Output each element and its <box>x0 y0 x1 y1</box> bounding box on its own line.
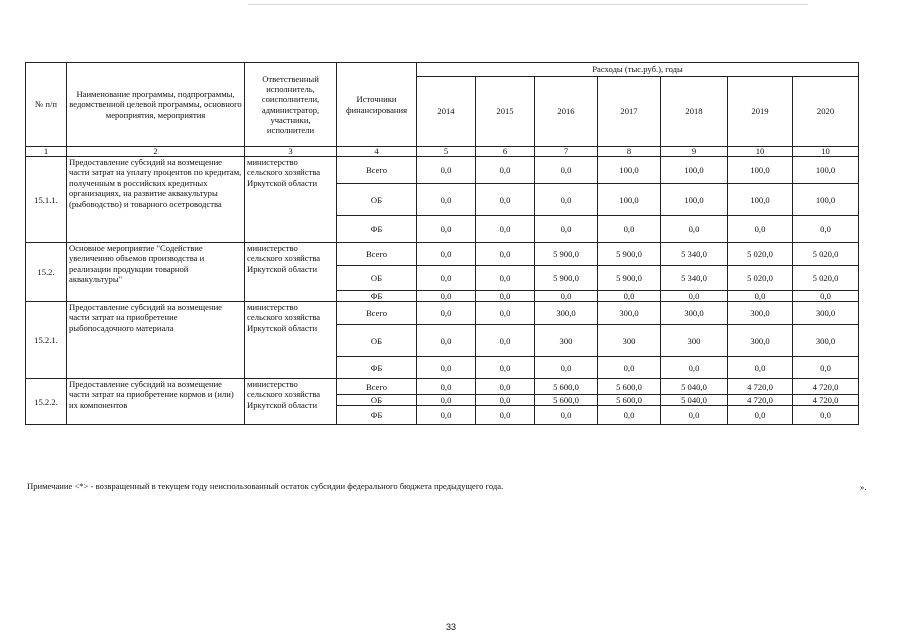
row-number: 15.2.1. <box>26 302 67 379</box>
amount-cell: 0,0 <box>728 406 793 425</box>
amount-cell: 100,0 <box>661 184 728 216</box>
funding-source: Всего <box>337 379 417 395</box>
amount-cell: 0,0 <box>417 406 476 425</box>
amount-cell: 0,0 <box>476 406 535 425</box>
funding-source: ОБ <box>337 184 417 216</box>
amount-cell: 300,0 <box>793 302 859 325</box>
responsible-executor: министерство сельского хозяйства Иркутской области <box>245 157 337 243</box>
responsible-executor: министерство сельского хозяйства Иркутской области <box>245 302 337 379</box>
amount-cell: 0,0 <box>476 216 535 243</box>
header-year: 2020 <box>793 77 859 147</box>
column-number: 9 <box>661 147 728 157</box>
amount-cell: 0,0 <box>661 406 728 425</box>
amount-cell: 5 600,0 <box>535 379 598 395</box>
header-responsible: Ответственный исполнитель, соисполнители, администратор, участники, исполнители <box>245 63 337 147</box>
amount-cell: 0,0 <box>728 291 793 302</box>
amount-cell: 0,0 <box>476 266 535 291</box>
funding-source: Всего <box>337 157 417 184</box>
amount-cell: 5 020,0 <box>793 266 859 291</box>
amount-cell: 300 <box>598 325 661 357</box>
column-number: 4 <box>337 147 417 157</box>
amount-cell: 4 720,0 <box>728 395 793 406</box>
amount-cell: 0,0 <box>598 357 661 379</box>
amount-cell: 0,0 <box>417 357 476 379</box>
amount-cell: 0,0 <box>476 302 535 325</box>
column-number: 10 <box>793 147 859 157</box>
amount-cell: 5 600,0 <box>598 395 661 406</box>
amount-cell: 5 040,0 <box>661 395 728 406</box>
closing-quote-mark: ». <box>860 482 867 492</box>
amount-cell: 0,0 <box>598 406 661 425</box>
amount-cell: 4 720,0 <box>728 379 793 395</box>
amount-cell: 0,0 <box>476 243 535 266</box>
row-number: 15.1.1. <box>26 157 67 243</box>
column-number: 6 <box>476 147 535 157</box>
program-name: Основное мероприятие "Содействие увеличению объемов производства и реализации продукции товарной аквакультуры" <box>67 243 245 302</box>
amount-cell: 0,0 <box>598 291 661 302</box>
amount-cell: 0,0 <box>476 357 535 379</box>
header-expenses-group: Расходы (тыс.руб.), годы <box>417 63 859 77</box>
amount-cell: 0,0 <box>476 157 535 184</box>
program-name: Предоставление субсидий на возмещение части затрат на приобретение рыбопосадочного материала <box>67 302 245 379</box>
amount-cell: 0,0 <box>417 325 476 357</box>
amount-cell: 0,0 <box>476 379 535 395</box>
amount-cell: 5 900,0 <box>535 266 598 291</box>
header-program-name: Наименование программы, подпрограммы, ведомственной целевой программы, основного мероприятия, мероприятия <box>67 63 245 147</box>
amount-cell: 0,0 <box>417 395 476 406</box>
amount-cell: 0,0 <box>793 357 859 379</box>
funding-source: ОБ <box>337 266 417 291</box>
table-row <box>26 157 859 184</box>
responsible-executor: министерство сельского хозяйства Иркутской области <box>245 379 337 425</box>
amount-cell: 4 720,0 <box>793 395 859 406</box>
amount-cell: 5 600,0 <box>535 395 598 406</box>
funding-source: Всего <box>337 302 417 325</box>
amount-cell: 0,0 <box>476 291 535 302</box>
amount-cell: 0,0 <box>793 406 859 425</box>
table-row <box>26 243 859 266</box>
amount-cell: 5 900,0 <box>598 243 661 266</box>
page-number: 33 <box>446 622 457 632</box>
header-year: 2015 <box>476 77 535 147</box>
column-number: 2 <box>67 147 245 157</box>
amount-cell: 0,0 <box>535 406 598 425</box>
amount-cell: 300,0 <box>793 325 859 357</box>
funding-source: ФБ <box>337 216 417 243</box>
amount-cell: 5 040,0 <box>661 379 728 395</box>
amount-cell: 5 020,0 <box>793 243 859 266</box>
amount-cell: 100,0 <box>598 184 661 216</box>
amount-cell: 0,0 <box>417 243 476 266</box>
funding-source: Всего <box>337 243 417 266</box>
amount-cell: 0,0 <box>476 325 535 357</box>
amount-cell: 300,0 <box>728 302 793 325</box>
amount-cell: 0,0 <box>417 302 476 325</box>
header-year: 2019 <box>728 77 793 147</box>
header-number: № п/п <box>26 63 67 147</box>
amount-cell: 0,0 <box>793 291 859 302</box>
funding-source: ФБ <box>337 291 417 302</box>
amount-cell: 0,0 <box>535 216 598 243</box>
scan-page-edge <box>248 4 808 5</box>
footnote: Примечание <*> - возвращенный в текущем году неиспользованный остаток субсидии федерального бюджета предыдущего года. <box>27 481 504 491</box>
amount-cell: 0,0 <box>535 184 598 216</box>
amount-cell: 100,0 <box>793 184 859 216</box>
table-header <box>26 63 859 147</box>
amount-cell: 300 <box>661 325 728 357</box>
amount-cell: 0,0 <box>661 357 728 379</box>
amount-cell: 0,0 <box>728 216 793 243</box>
funding-source: ОБ <box>337 395 417 406</box>
amount-cell: 5 340,0 <box>661 243 728 266</box>
amount-cell: 0,0 <box>417 266 476 291</box>
program-name: Предоставление субсидий на возмещение части затрат на уплату процентов по кредитам, полученным в российских кредитных организациях, на развитие аквакультуры (рыбоводство) и товарного осетроводства <box>67 157 245 243</box>
amount-cell: 0,0 <box>417 157 476 184</box>
funding-source: ФБ <box>337 406 417 425</box>
amount-cell: 5 020,0 <box>728 266 793 291</box>
amount-cell: 100,0 <box>661 157 728 184</box>
column-number: 5 <box>417 147 476 157</box>
amount-cell: 0,0 <box>417 379 476 395</box>
amount-cell: 5 340,0 <box>661 266 728 291</box>
amount-cell: 0,0 <box>476 184 535 216</box>
amount-cell: 100,0 <box>728 157 793 184</box>
column-number-row <box>26 147 859 157</box>
amount-cell: 5 900,0 <box>535 243 598 266</box>
amount-cell: 300,0 <box>598 302 661 325</box>
amount-cell: 0,0 <box>417 184 476 216</box>
column-number: 1 <box>26 147 67 157</box>
column-number: 3 <box>245 147 337 157</box>
row-number: 15.2.2. <box>26 379 67 425</box>
amount-cell: 0,0 <box>661 216 728 243</box>
header-funding-source: Источники финансирования <box>337 63 417 147</box>
budget-table <box>25 62 859 425</box>
amount-cell: 100,0 <box>793 157 859 184</box>
amount-cell: 0,0 <box>793 216 859 243</box>
responsible-executor: министерство сельского хозяйства Иркутской области <box>245 243 337 302</box>
amount-cell: 0,0 <box>535 291 598 302</box>
amount-cell: 100,0 <box>728 184 793 216</box>
amount-cell: 4 720,0 <box>793 379 859 395</box>
amount-cell: 5 900,0 <box>598 266 661 291</box>
amount-cell: 0,0 <box>535 157 598 184</box>
amount-cell: 0,0 <box>598 216 661 243</box>
header-year: 2014 <box>417 77 476 147</box>
amount-cell: 300 <box>535 325 598 357</box>
amount-cell: 300,0 <box>535 302 598 325</box>
header-year: 2018 <box>661 77 728 147</box>
amount-cell: 5 020,0 <box>728 243 793 266</box>
amount-cell: 0,0 <box>417 291 476 302</box>
funding-source: ОБ <box>337 325 417 357</box>
table-body <box>26 147 859 425</box>
amount-cell: 0,0 <box>535 357 598 379</box>
header-year: 2017 <box>598 77 661 147</box>
amount-cell: 0,0 <box>661 291 728 302</box>
amount-cell: 5 600,0 <box>598 379 661 395</box>
column-number: 7 <box>535 147 598 157</box>
column-number: 10 <box>728 147 793 157</box>
table-row <box>26 379 859 395</box>
amount-cell: 300,0 <box>728 325 793 357</box>
amount-cell: 0,0 <box>728 357 793 379</box>
table-row <box>26 302 859 325</box>
amount-cell: 0,0 <box>476 395 535 406</box>
amount-cell: 0,0 <box>417 216 476 243</box>
column-number: 8 <box>598 147 661 157</box>
header-year: 2016 <box>535 77 598 147</box>
amount-cell: 100,0 <box>598 157 661 184</box>
program-name: Предоставление субсидий на возмещение части затрат на приобретение кормов и (или) их компонентов <box>67 379 245 425</box>
funding-source: ФБ <box>337 357 417 379</box>
amount-cell: 300,0 <box>661 302 728 325</box>
row-number: 15.2. <box>26 243 67 302</box>
